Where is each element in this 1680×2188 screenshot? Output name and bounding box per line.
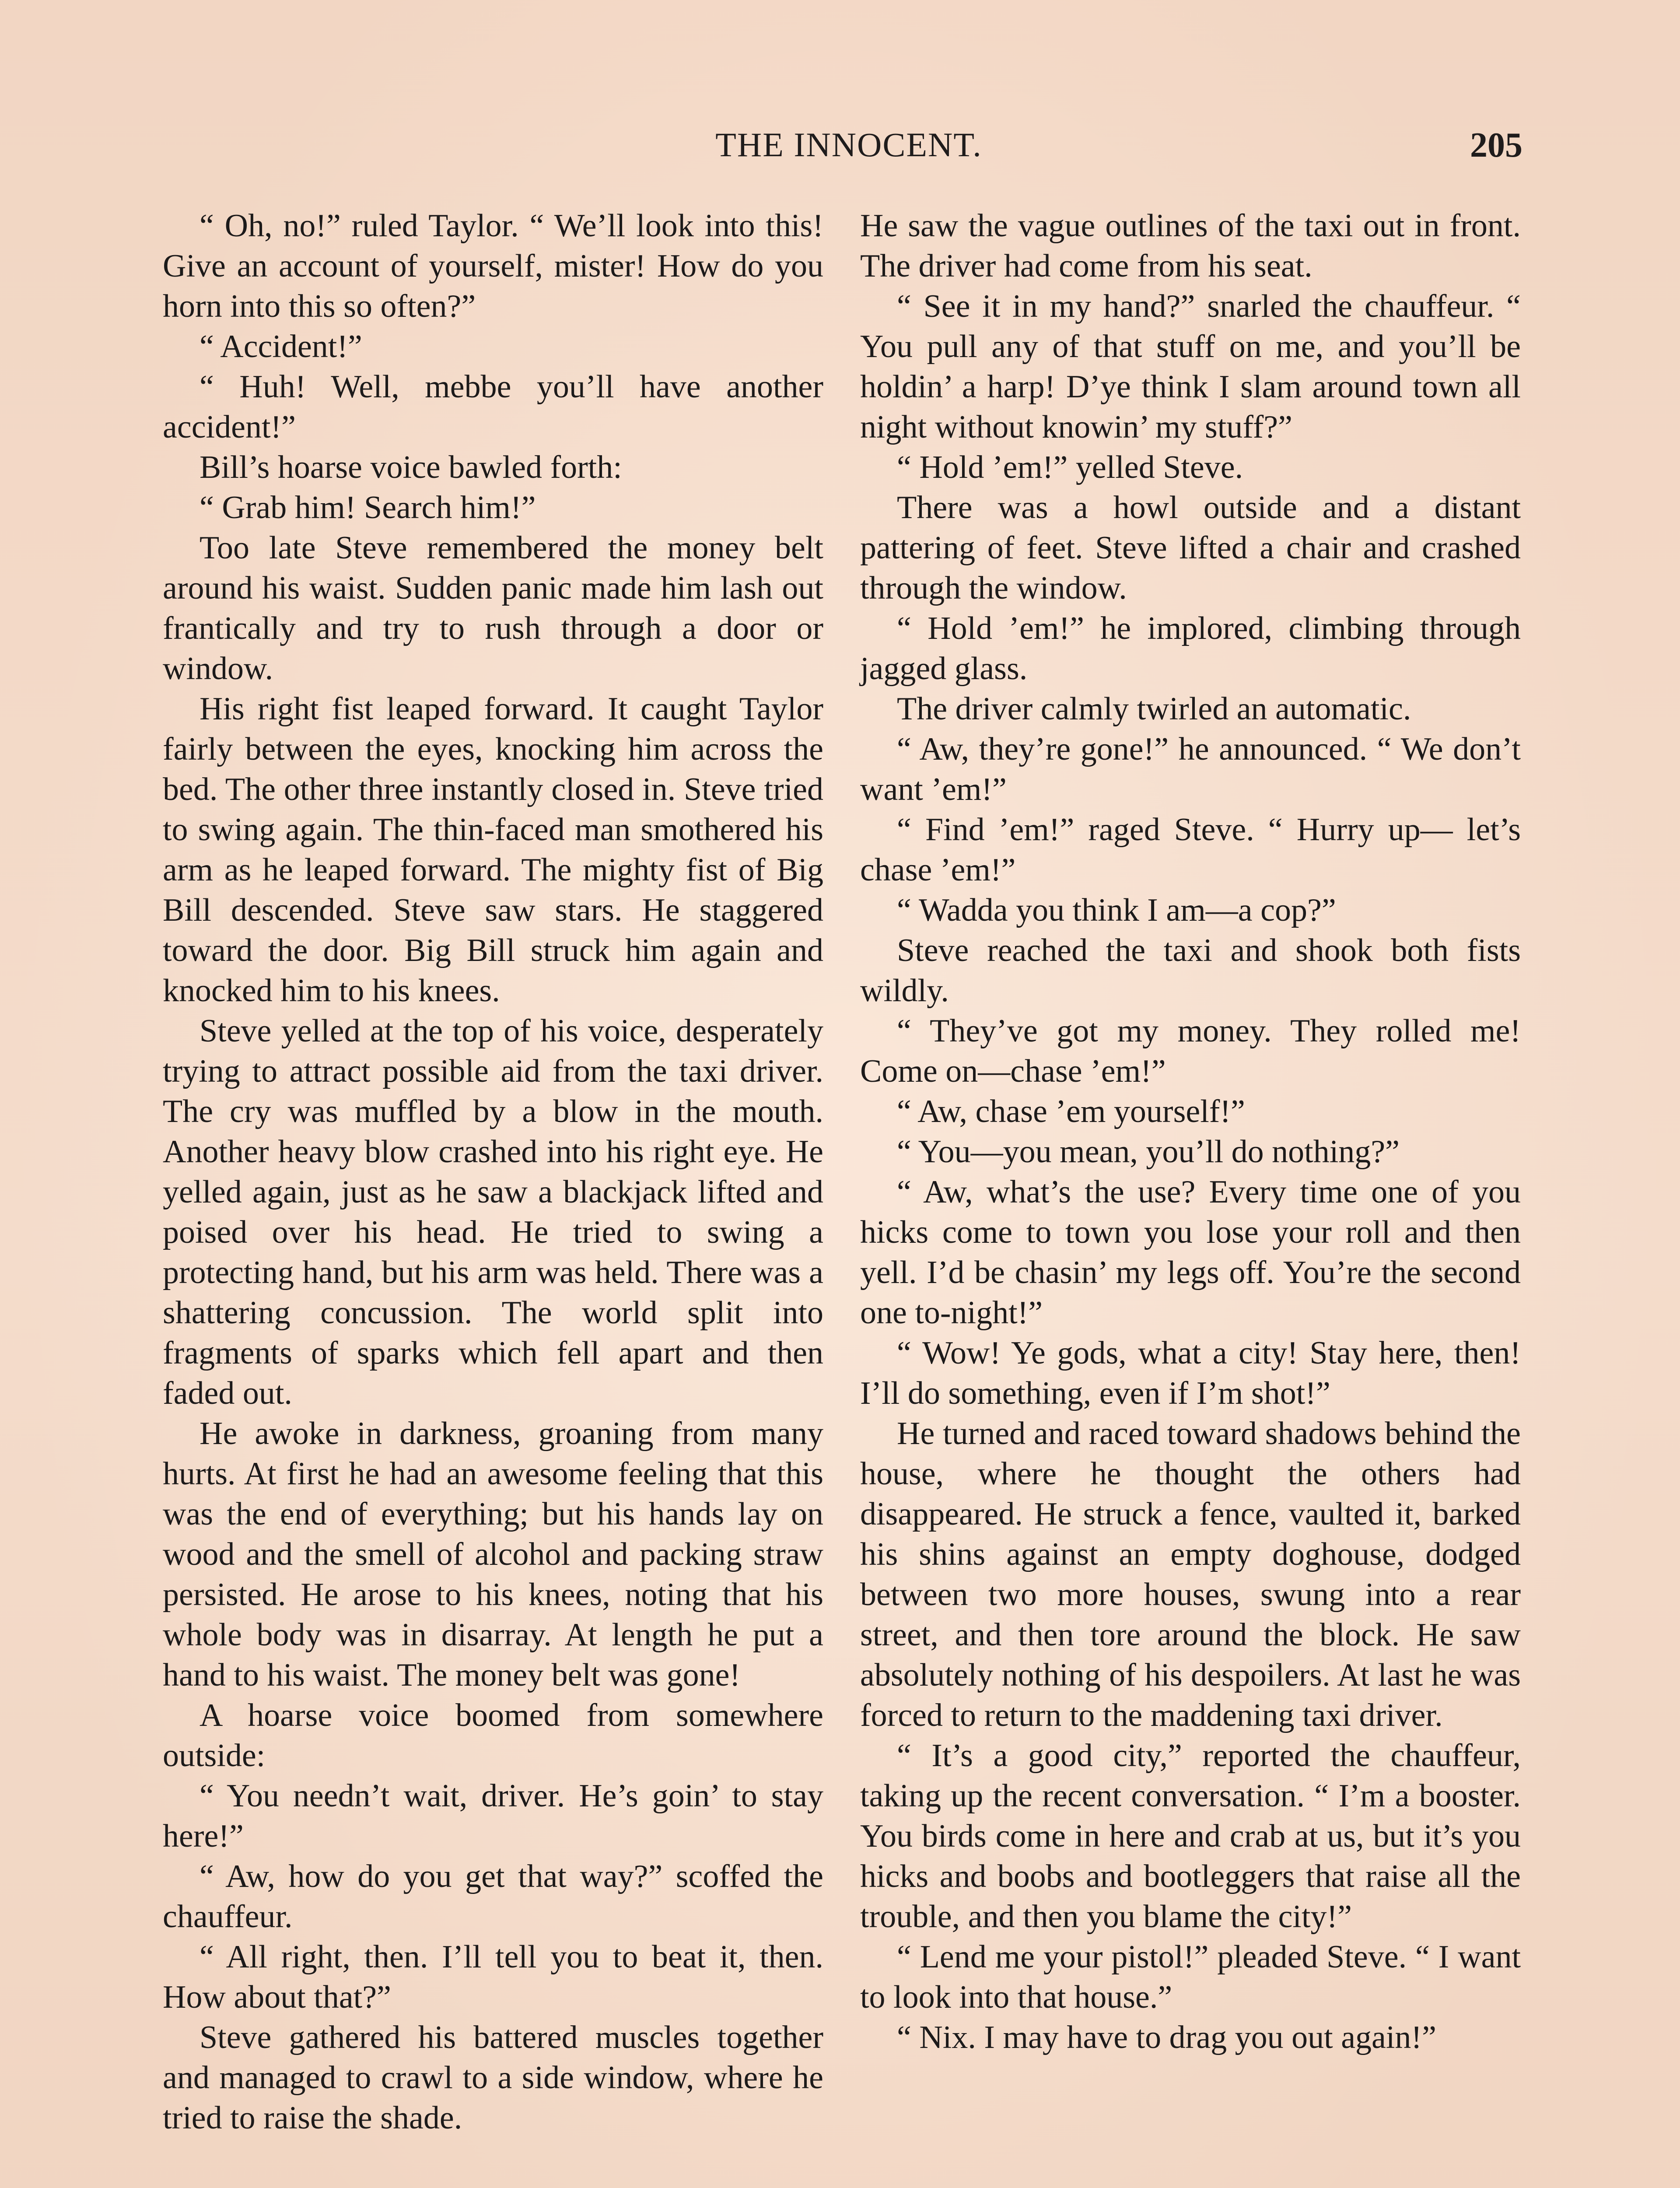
paragraph: “ Hold ’em!” yelled Steve. [897,449,1243,485]
paragraph-continued: He saw the vague outlines of the taxi out in front. The driver had come from his seat. [860,208,1521,284]
paragraph: “ Find ’em!” raged Steve. “ Hurry up— let’s chase ’em!” [860,812,1521,888]
paragraph: “ All right, then. I’ll tell you to beat it, then. How about that?” [163,1939,823,2015]
left-text-column [163,206,823,2138]
paragraph: His right fist leaped forward. It caught Taylor fairly between the eyes, knocking him across the bed. The other three instantly closed in. Steve tried to swing again. The thin-faced man smothered his arm as he leaped forward. The mighty fist of Big Bill descended. Steve saw stars. He staggered toward the door. Big Bill struck him again and knocked him to his knees. [163,691,823,1009]
running-title: THE INNOCENT. [715,126,982,164]
paragraph: “ Aw, what’s the use? Every time one of you hicks come to town you lose your roll and then yell. I’d be chasin’ my legs off. You’re the second one to-night!” [860,1174,1521,1331]
paragraph: “ See it in my hand?” snarled the chauffeur. “ You pull any of that stuff on me, and you’ll be holdin’ a harp! D’ye think I slam around town all night without knowin’ my stuff?” [860,288,1521,445]
paragraph: Too late Steve remembered the money belt around his waist. Sudden panic made him lash out frantically and try to rush through a door or window. [163,530,823,687]
paragraph: “ Nix. I may have to drag you out again!” [897,2020,1436,2055]
paragraph: “ Aw, chase ’em yourself!” [897,1094,1245,1129]
paragraph: “ Aw, they’re gone!” he announced. “ We don’t want ’em!” [860,731,1521,807]
paragraph: “ Accident!” [200,329,362,365]
paragraph: “ Hold ’em!” he implored, climbing through jagged glass. [860,610,1521,687]
paragraph: There was a howl outside and a distant pattering of feet. Steve lifted a chair and crashed through the window. [860,490,1521,606]
paragraph: “ You needn’t wait, driver. He’s goin’ to stay here!” [163,1778,823,1854]
paragraph: “ Aw, how do you get that way?” scoffed the chauffeur. [163,1858,823,1935]
paragraph: Bill’s hoarse voice bawled forth: [200,449,622,485]
paragraph: Steve yelled at the top of his voice, desperately trying to attract possible aid from the taxi driver. The cry was muffled by a blow in the mouth. Another heavy blow crashed into his right eye. He yelled again, just as he saw a blackjack lifted and poised over his head. He tried to swing a protecting hand, but his arm was held. There was a shattering concussion. The world split into fragments of sparks which fell apart and then faded out. [163,1013,823,1411]
paragraph: “ Lend me your pistol!” pleaded Steve. “ I want to look into that house.” [860,1939,1521,2015]
paragraph: A hoarse voice boomed from somewhere outside: [163,1697,823,1774]
paragraph: The driver calmly twirled an automatic. [897,691,1411,727]
paragraph: “ Wadda you think I am—a cop?” [897,892,1336,928]
paragraph: “ They’ve got my money. They rolled me! Come on—chase ’em!” [860,1013,1521,1089]
paragraph: He awoke in darkness, groaning from many hurts. At first he had an awesome feeling that this was the end of everything; but his hands lay on wood and the smell of alcohol and packing straw persisted. He arose to his knees, noting that his whole body was in disarray. At length he put a hand to his waist. The money belt was gone! [163,1416,823,1693]
paragraph: “ Huh! Well, mebbe you’ll have another accident!” [163,369,823,445]
paragraph: Steve reached the taxi and shook both fists wildly. [860,933,1521,1009]
right-text-column [860,206,1521,2058]
page-number: 205 [1470,126,1522,165]
paragraph: Steve gathered his battered muscles together and managed to crawl to a side window, where he tried to raise the shade. [163,2020,823,2136]
paragraph: “ Oh, no!” ruled Taylor. “ We’ll look into this! Give an account of yourself, mister! How do you horn into this so often?” [163,208,823,324]
paragraph: He turned and raced toward shadows behind the house, where he thought the others had disappeared. He struck a fence, vaulted it, barked his shins against an empty doghouse, dodged between two more houses, swung into a rear street, and then tore around the block. He saw absolutely nothing of his despoilers. At last he was forced to return to the maddening taxi driver. [860,1416,1521,1733]
paragraph: “ Grab him! Search him!” [200,490,536,526]
paragraph: “ It’s a good city,” reported the chauffeur, taking up the recent conversation. “ I’m a booster. You birds come in here and crab at us, but it’s you hicks and boobs and bootleggers that raise all the trouble, and then you blame the city!” [860,1738,1521,1935]
paragraph: “ Wow! Ye gods, what a city! Stay here, then! I’ll do something, even if I’m shot!” [860,1335,1521,1411]
paragraph: “ You—you mean, you’ll do nothing?” [897,1134,1400,1170]
